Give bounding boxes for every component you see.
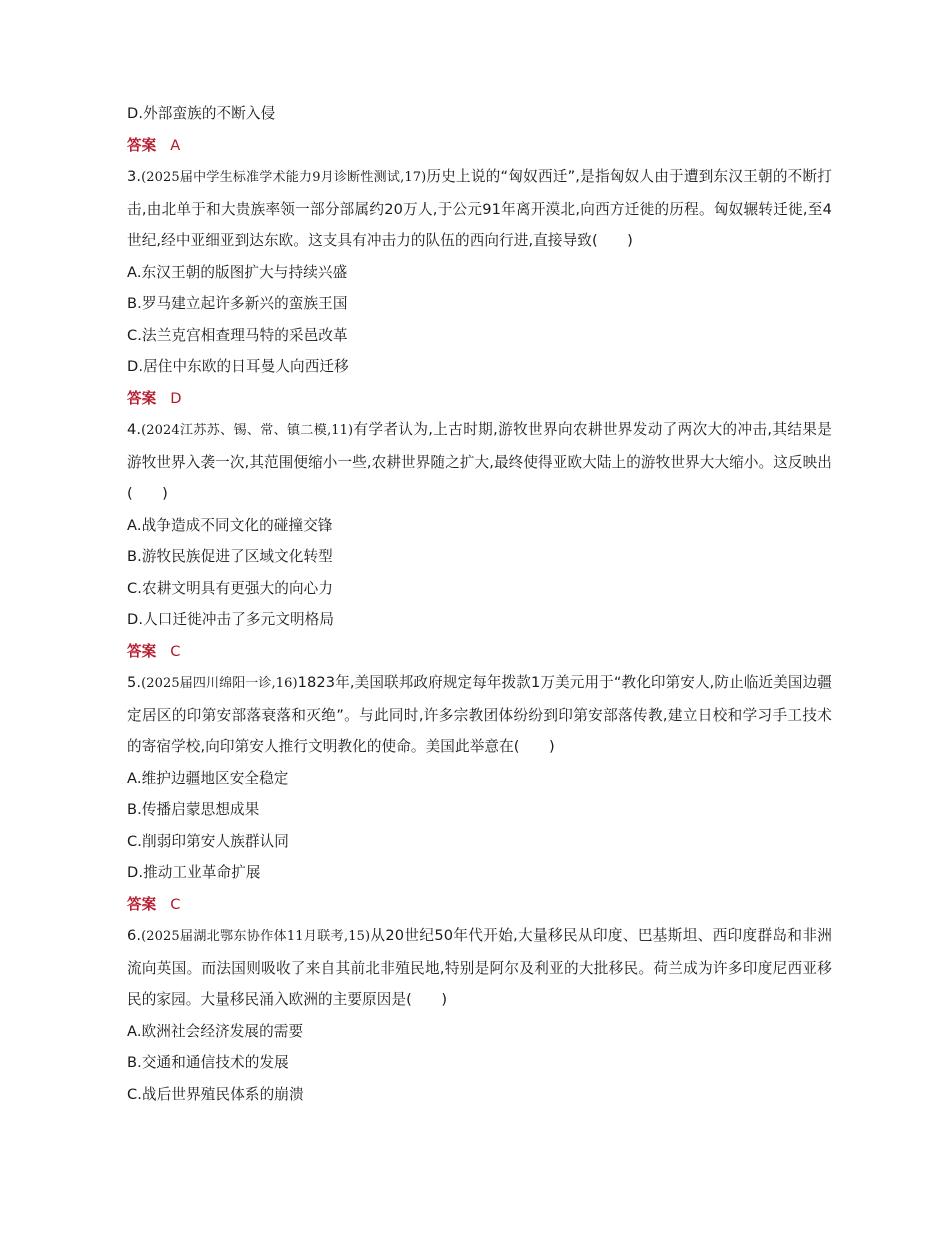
option-q5-d: D.推动工业革命扩展 [127,864,261,881]
option-q3-b: B.罗马建立起许多新兴的蛮族王国 [127,295,348,312]
answer-q3 [127,383,832,415]
answer-label: 答案 [127,136,157,154]
option-q6-a: A.欧洲社会经济发展的需要 [127,1022,304,1040]
option-q6-b: B.交通和通信技术的发展 [127,1054,289,1071]
question-6-stem [127,920,832,1016]
answer-q2 [127,130,832,162]
option-q4-d: D.人口迁徙冲击了多元文明格局 [127,611,335,628]
question-text: 有学者认为,上古时期,游牧世界向农耕世界发动了两次大的冲击,其结果是游牧世界入袭一次,其范围便缩小一些,农耕世界随之扩大,最终使得亚欧大陆上的游牧世界大大缩小。这反映出( ) [127,421,832,502]
option-q2-d: D.外部蛮族的不断入侵 [127,105,276,122]
answer-q5 [127,889,832,921]
option-q5-c: C.削弱印第安人族群认同 [127,832,289,850]
option-q4-a: A.战争造成不同文化的碰撞交锋 [127,516,333,534]
question-number: 6. [127,927,142,944]
question-3-stem [127,161,832,257]
answer-value: C [170,895,181,913]
answer-value: A [170,136,181,154]
question-number: 4. [127,421,142,438]
question-number: 3. [127,168,142,185]
question-source: (2024江苏苏、锡、常、镇二模,11) [141,423,354,438]
option-q4-c: C.农耕文明具有更强大的向心力 [127,579,334,597]
answer-label: 答案 [127,642,157,660]
document-content [127,98,832,1110]
question-source: (2025届四川绵阳一诊,16) [141,676,298,691]
option-q5-a: A.维护边疆地区安全稳定 [127,769,289,787]
option-q3-d: D.居住中东欧的日耳曼人向西迁移 [127,358,349,375]
question-text: 从20世纪50年代开始,大量移民从印度、巴基斯坦、西印度群岛和非洲流向英国。而法国则吸收了来自其前北非殖民地,特别是阿尔及利亚的大批移民。荷兰成为许多印度尼西亚移民的家园。大量移民涌入欧洲的主要原因是( ) [127,927,832,1008]
option-q5-b: B.传播启蒙思想成果 [127,801,260,818]
answer-label: 答案 [127,389,157,407]
question-text: 历史上说的“匈奴西迁”,是指匈奴人由于遭到东汉王朝的不断打击,由北单于和大贵族率领一部分部属约20万人,于公元91年离开漠北,向西方迁徙的历程。匈奴辗转迁徙,至4世纪,经中亚细亚到达东欧。这支具有冲击力的队伍的西向行进,直接导致( ) [127,168,832,249]
answer-value: C [170,642,181,660]
option-q4-b: B.游牧民族促进了区域文化转型 [127,548,333,565]
question-number: 5. [127,674,142,691]
option-q6-c: C.战后世界殖民体系的崩溃 [127,1085,304,1103]
answer-value: D [170,389,182,407]
option-q3-a: A.东汉王朝的版图扩大与持续兴盛 [127,263,348,281]
question-source: (2025届湖北鄂东协作体11月联考,15) [141,929,371,944]
answer-q4 [127,636,832,668]
question-text: 1823年,美国联邦政府规定每年拨款1万美元用于“教化印第安人,防止临近美国边疆定居区的印第安部落衰落和灭绝”。与此同时,许多宗教团体纷纷到印第安部落传教,建立日校和学习手工技术的寄宿学校,向印第安人推行文明教化的使命。美国此举意在( ) [127,674,832,755]
question-source: (2025届中学生标准学术能力9月诊断性测试,17) [141,170,427,185]
question-4-stem [127,414,832,510]
question-5-stem [127,667,832,763]
answer-label: 答案 [127,895,157,913]
option-q3-c: C.法兰克宫相查理马特的采邑改革 [127,326,348,344]
